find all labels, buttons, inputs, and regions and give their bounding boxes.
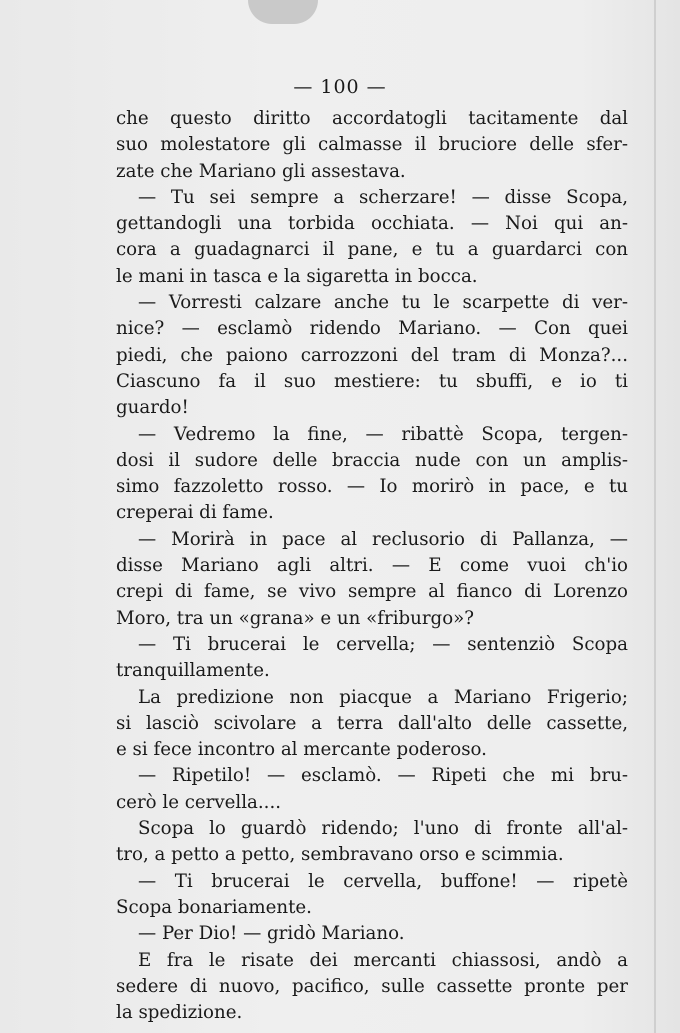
text-line: la spedizione.: [116, 1002, 243, 1024]
text-line: — Morirà in pace al reclusorio di Pallanza, —: [138, 528, 628, 550]
text-line: Ciascuno fa il suo mestiere: tu sbuffi, e io ti: [116, 370, 628, 392]
text-line: La predizione non piacque a Mariano Frigerio;: [138, 686, 628, 708]
text-line: Moro, tra un «grana» e un «friburgo»?: [116, 607, 475, 629]
text-line: — Tu sei sempre a scherzare! — disse Scopa,: [138, 186, 628, 208]
text-line: simo fazzoletto rosso. — Io morirò in pace, e tu: [116, 476, 628, 498]
text-line: e si fece incontro al mercante poderoso.: [116, 739, 487, 761]
text-line: — Ti brucerai le cervella; — sentenziò Scopa: [138, 633, 628, 655]
text-line: zate che Mariano gli assestava.: [116, 160, 406, 182]
text-line: E fra le risate dei mercanti chiassosi, andò a: [138, 949, 628, 971]
text-line: — Vedremo la fine, — ribattè Scopa, tergen-: [138, 423, 628, 445]
text-line: creperai di fame.: [116, 502, 274, 524]
text-line: guardo!: [116, 397, 189, 419]
page-edge: [654, 0, 656, 1033]
page-number: — 100 —: [293, 76, 387, 98]
text-line: crepi di fame, se vivo sempre al fianco di Lorenzo: [116, 581, 628, 603]
text-line: sedere di nuovo, pacifico, sulle cassette pronte per: [116, 975, 628, 997]
text-line: che questo diritto accordatogli tacitamente dal: [116, 108, 628, 129]
text-line: Scopa bonariamente.: [116, 896, 312, 918]
text-line: dosi il sudore delle braccia nude con un amplis-: [116, 449, 628, 471]
text-line: gettandogli una torbida occhiata. — Noi qui an-: [116, 213, 628, 235]
text-line: cerò le cervella....: [116, 791, 282, 813]
body-text: [116, 106, 628, 1026]
text-line: cora a guadagnarci il pane, e tu a guardarci con: [116, 239, 628, 261]
text-line: — Ti brucerai le cervella, buffone! — ripetè: [138, 870, 628, 892]
text-line: — Vorresti calzare anche tu le scarpette di ver-: [138, 292, 628, 314]
text-line: — Ripetilo! — esclamò. — Ripeti che mi bru-: [138, 765, 628, 787]
text-line: tranquillamente.: [116, 660, 270, 682]
text-line: nice? — esclamò ridendo Mariano. — Con quei: [116, 318, 628, 340]
text-line: suo molestatore gli calmasse il bruciore delle sfer-: [116, 134, 628, 156]
paper-stain: [248, 0, 318, 24]
text-line: — Per Dio! — gridò Mariano.: [138, 923, 405, 945]
text-line: Scopa lo guardò ridendo; l'uno di fronte all'al-: [138, 818, 628, 840]
text-line: si lasciò scivolare a terra dall'alto delle cassette,: [116, 712, 628, 734]
text-line: piedi, che paiono carrozzoni del tram di Monza?...: [116, 344, 628, 366]
text-line: tro, a petto a petto, sembravano orso e scimmia.: [116, 844, 564, 866]
text-line: disse Mariano agli altri. — E come vuoi ch'io: [116, 555, 628, 577]
text-line: le mani in tasca e la sigaretta in bocca.: [116, 265, 478, 287]
